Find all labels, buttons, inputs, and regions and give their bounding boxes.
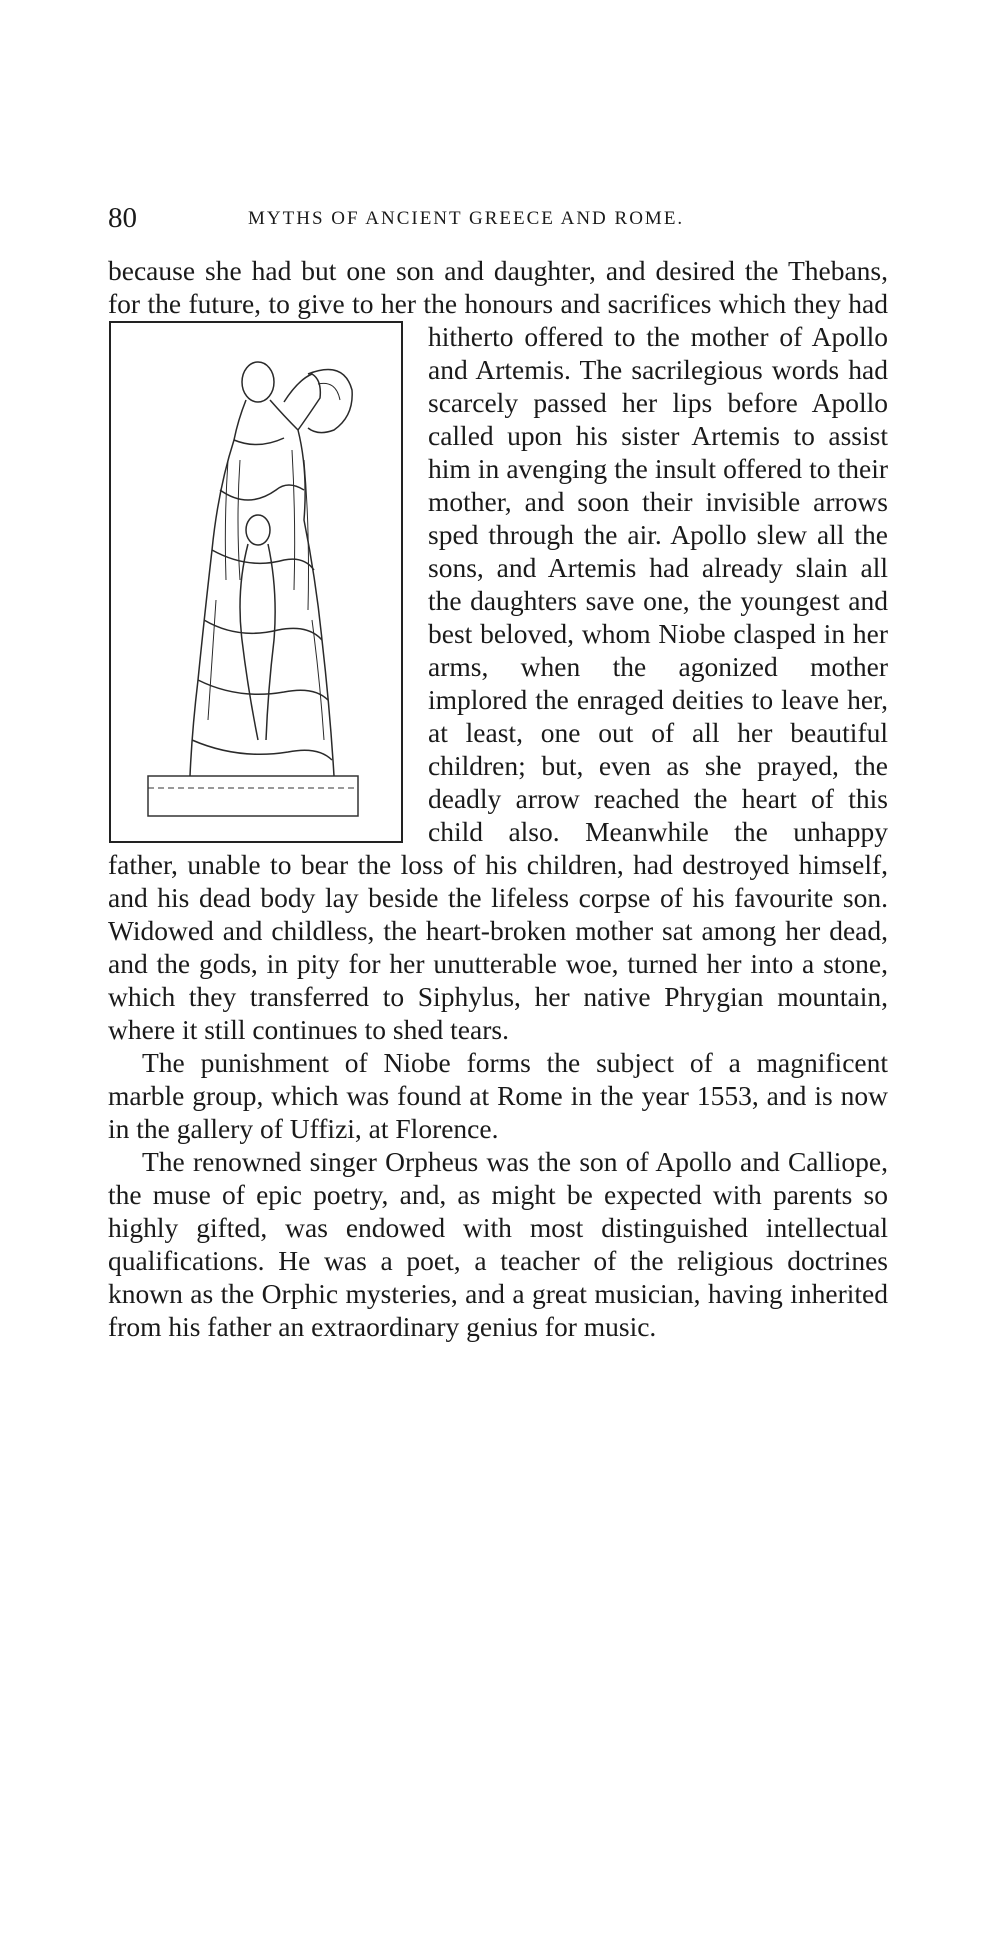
running-title: MYTHS OF ANCIENT GREECE AND ROME. [248, 208, 685, 229]
paragraph-orpheus: The renowned singer Orpheus was the son of Apollo and Calliope, the muse of epic poetry, and, as might be expected with parents so highly gifted, was endowed with most distinguished intellectual qualifications. He was a poet, a teacher of the religious doctrines known as the Orphic mysteries, and a great musician, having inherited from his father an extraordinary genius for music. [108, 1146, 888, 1342]
body-text [108, 254, 888, 1343]
figure-frame [108, 320, 404, 844]
page-number: 80 [108, 202, 137, 234]
page-header [108, 198, 888, 238]
paragraph-punishment: The punishment of Niobe forms the subject of a magnificent marble group, which was found at Rome in the year 1553, and is now in the gallery of Uffizi, at Florence. [108, 1047, 888, 1144]
paragraph-niobe: because she had but one son and daughter, and desired the Thebans, for the future, to give to her the honours and sacrifices which they had hitherto offered to the mother of Apollo and Artemis. The sacrilegious words had scarcely passed her lips before Apollo called upon his sister Artemis to assist him in avenging the insult offered to their mother, and soon their invisible arrows sped through the air. Apollo slew all the sons, and Artemis had already slain all the daughters save one, the youngest and best beloved, whom Niobe clasped in her arms, when the agonized mother implored the enraged deities to leave her, at least, one out of all her beautiful children; but, even as she prayed, the deadly arrow reached the heart of this child also. Meanwhile the unhappy father, unable to bear the loss of his children, had destroyed himself, and his dead body lay beside the lifeless corpse of his favourite son. Widowed and childless, the heart-broken mother sat among her dead, and the gods, in pity for her unutterable woe, turned her into a stone, which they transferred to Siphylus, her native Phrygian mountain, where it still continues to shed tears. [108, 255, 888, 1045]
niobe-statue-illustration-icon [108, 320, 406, 848]
